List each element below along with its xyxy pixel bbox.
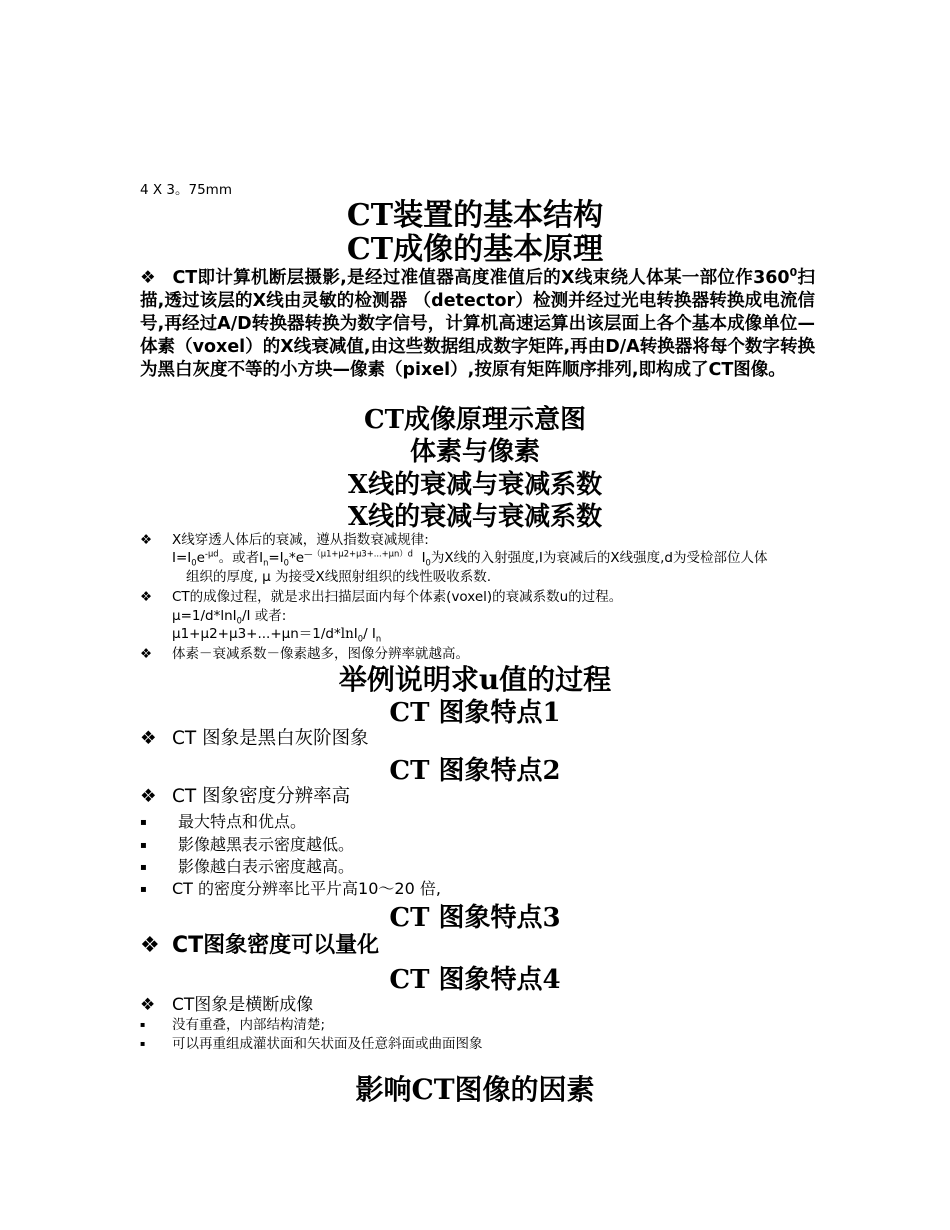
square-bullet-icon: ▪ (140, 884, 147, 895)
feature1-item (140, 730, 950, 749)
diamond-bullet-icon: ❖ (140, 786, 157, 807)
feature2-subitem: ▪ CT 的密度分辨率比平片高10～20 倍, (140, 879, 441, 898)
heading-attenuation-2: X线的衰减与衰减系数 (347, 502, 603, 532)
feature3-item (140, 935, 950, 957)
heading-factors: 影响CT图像的因素 (355, 1073, 595, 1106)
mu-equation: μ=1/d*lnI$_0$/I 或者: (172, 608, 287, 626)
feature4-title-text: CT图象是横断成像 (172, 995, 314, 1015)
heading-attenuation-1: X线的衰减与衰减系数 (347, 470, 603, 500)
attenuation-formula: $I=I_0e^{-\mu d}$。或者$I_n=I_0*e^{—(\mu 1+\mu 2+\mu 3+...+\mu n)d}$ $I_0$为X线的入射强度,I为衰减后的X线强度,d为受检部位人体 (172, 548, 768, 568)
diamond-bullet-icon: ❖ (140, 646, 153, 662)
header-note: 4 X 3。75mm (140, 182, 232, 198)
heading-principle: CT成像的基本原理 (346, 232, 604, 267)
square-bullet-icon: ▪ (140, 1020, 146, 1029)
feature2-subitem: ▪ 影像越白表示密度越高。 (140, 857, 355, 876)
square-bullet-icon: ▪ (140, 862, 147, 873)
diamond-bullet-icon: ❖ (140, 589, 153, 605)
feature4-subitem: ▪ 没有重叠，内部结构清楚; (140, 1017, 326, 1033)
feature1-text: CT 图象是黑白灰阶图象 (172, 728, 369, 749)
diamond-bullet-icon: ❖ (140, 532, 153, 548)
heading-structure: CT装置的基本结构 (346, 198, 604, 233)
attenuation-law-line (140, 531, 820, 549)
heading-feature-1: CT 图象特点1 (389, 698, 561, 728)
mu-sum-equation: μ1+μ2+μ3+...+μn＝1/d*lnI$_0$/ $I_n$ (172, 626, 382, 644)
square-bullet-icon: ▪ (140, 840, 147, 851)
feature2-title-text: CT 图象密度分辨率高 (172, 786, 351, 807)
heading-diagram: CT成像原理示意图 (363, 405, 587, 435)
square-bullet-icon: ▪ (140, 817, 147, 828)
attenuation-formula-continued: 组织的厚度, μ 为接受X线照射组织的线性吸收系数. (186, 569, 492, 585)
diamond-bullet-icon: ❖ (140, 995, 156, 1015)
feature3-text: CT图象密度可以量化 (172, 933, 380, 958)
resolution-line (140, 645, 820, 663)
heading-feature-2: CT 图象特点2 (389, 756, 561, 786)
principle-text-part2: 扫描,透过该层的X线由灵敏的检测器 （detector）检测并经过光电转换器转换成电流信号,再经过A/D转换器转换为数字信号，计算机高速运算出该层面上各个基本成像单位—体素（voxel）的X线衰减值,由这些数据组成数字矩阵,再由D/A转换器将每个数字转换为黑白灰度不等的小方块—像素（pixel）,按原有矩阵顺序排列,即构成了CT图像。 (140, 268, 815, 380)
feature4-subitem: ▪ 可以再重组成灌状面和矢状面及任意斜面或曲面图象 (140, 1036, 483, 1052)
feature4-title (140, 997, 950, 1014)
attenuation-law: X线穿透人体后的衰减，遵从指数衰减规律: (172, 532, 429, 548)
imaging-process-line (140, 588, 820, 606)
degree-superscript: 0 (789, 266, 798, 280)
principle-paragraph (140, 267, 815, 382)
heading-feature-4: CT 图象特点4 (389, 965, 561, 995)
square-bullet-icon: ▪ (140, 1039, 146, 1048)
diamond-bullet-icon: ❖ (140, 933, 160, 958)
diamond-bullet-icon: ❖ (140, 268, 157, 288)
heading-example-u: 举例说明求u值的过程 (338, 663, 612, 696)
imaging-process: CT的成像过程，就是求出扫描层面内每个体素(voxel)的衰减系数u的过程。 (172, 589, 623, 605)
heading-feature-3: CT 图象特点3 (389, 903, 561, 933)
diamond-bullet-icon: ❖ (140, 728, 157, 749)
feature2-title (140, 788, 950, 807)
resolution-text: 体素－衰减系数－像素越多，图像分辨率就越高。 (172, 646, 469, 662)
principle-text-part1: CT即计算机断层摄影,是经过准值器高度准值后的X线束绕人体某一部位作360 (172, 268, 790, 288)
feature2-subitem: ▪ 最大特点和优点。 (140, 812, 307, 831)
feature2-subitem: ▪ 影像越黑表示密度越低。 (140, 835, 355, 854)
heading-voxel-pixel: 体素与像素 (409, 437, 540, 467)
